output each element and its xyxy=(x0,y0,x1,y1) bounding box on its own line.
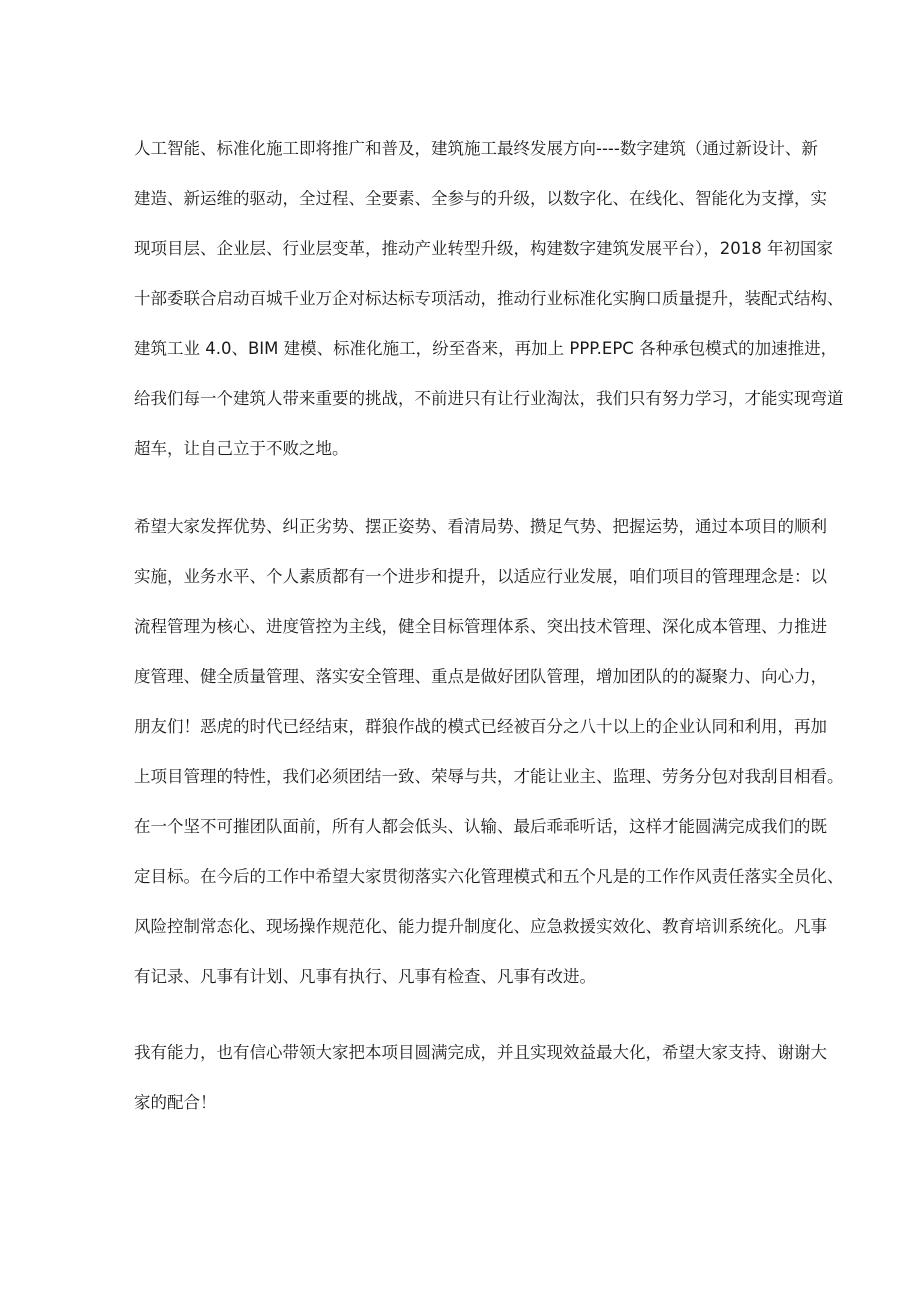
paragraph-3 xyxy=(134,1028,827,1128)
paragraph-line: 给我们每一个建筑人带来重要的挑战，不前进只有让行业淘汰，我们只有努力学习，才能实现弯道 xyxy=(134,389,844,408)
paragraph-line: 定目标。在今后的工作中希望大家贯彻落实六化管理模式和五个凡是的工作作风责任落实全员化、 xyxy=(134,867,844,886)
paragraph-line: 家的配合！ xyxy=(134,1093,217,1112)
paragraph-line: 在一个坚不可摧团队面前，所有人都会低头、认输、最后乖乖听话，这样才能圆满完成我们的既 xyxy=(134,817,827,836)
paragraph-line: 十部委联合启动百城千业万企对标达标专项活动，推动行业标准化实胸口质量提升，装配式结构、 xyxy=(134,289,844,308)
paragraph-line: 风险控制常态化、现场操作规范化、能力提升制度化、应急救援实效化、教育培训系统化。凡事 xyxy=(134,917,827,936)
paragraph-line: 人工智能、标准化施工即将推广和普及，建筑施工最终发展方向----数字建筑（通过新设计、新 xyxy=(134,139,818,158)
paragraph-line: 上项目管理的特性，我们必须团结一致、荣辱与共，才能让业主、监理、劳务分包对我刮目相看。 xyxy=(134,767,844,786)
paragraph-line: 我有能力，也有信心带领大家把本项目圆满完成，并且实现效益最大化，希望大家支持、谢谢大 xyxy=(134,1043,827,1062)
paragraph-spacer xyxy=(134,474,794,502)
paragraph-1 xyxy=(134,124,844,474)
paragraph-line: 度管理、健全质量管理、落实安全管理、重点是做好团队管理，增加团队的的凝聚力、向心力， xyxy=(134,667,827,686)
paragraph-line: 现项目层、企业层、行业层变革，推动产业转型升级，构建数字建筑发展平台），2018 年初国家 xyxy=(134,239,833,258)
paragraph-2 xyxy=(134,502,844,1002)
paragraph-line: 建造、新运维的驱动，全过程、全要素、全参与的升级，以数字化、在线化、智能化为支撑，实 xyxy=(134,189,827,208)
paragraph-line: 有记录、凡事有计划、凡事有执行、凡事有检查、凡事有改进。 xyxy=(134,967,596,986)
paragraph-line: 流程管理为核心、进度管控为主线，健全目标管理体系、突出技术管理、深化成本管理、力推进 xyxy=(134,617,827,636)
document-body xyxy=(134,124,844,1128)
paragraph-line: 建筑工业 4.0、BIM 建模、标准化施工，纷至沓来，再加上 PPP.EPC 各种承包模式的加速推进， xyxy=(134,339,838,358)
paragraph-line: 实施，业务水平、个人素质都有一个进步和提升，以适应行业发展，咱们项目的管理理念是：以 xyxy=(134,567,827,586)
paragraph-line: 朋友们！恶虎的时代已经结束，群狼作战的模式已经被百分之八十以上的企业认同和利用，再加 xyxy=(134,717,827,736)
paragraph-line: 超车，让自己立于不败之地。 xyxy=(134,439,349,458)
paragraph-spacer xyxy=(134,1002,794,1028)
paragraph-line: 希望大家发挥优势、纠正劣势、摆正姿势、看清局势、攒足气势、把握运势，通过本项目的顺利 xyxy=(134,517,827,536)
